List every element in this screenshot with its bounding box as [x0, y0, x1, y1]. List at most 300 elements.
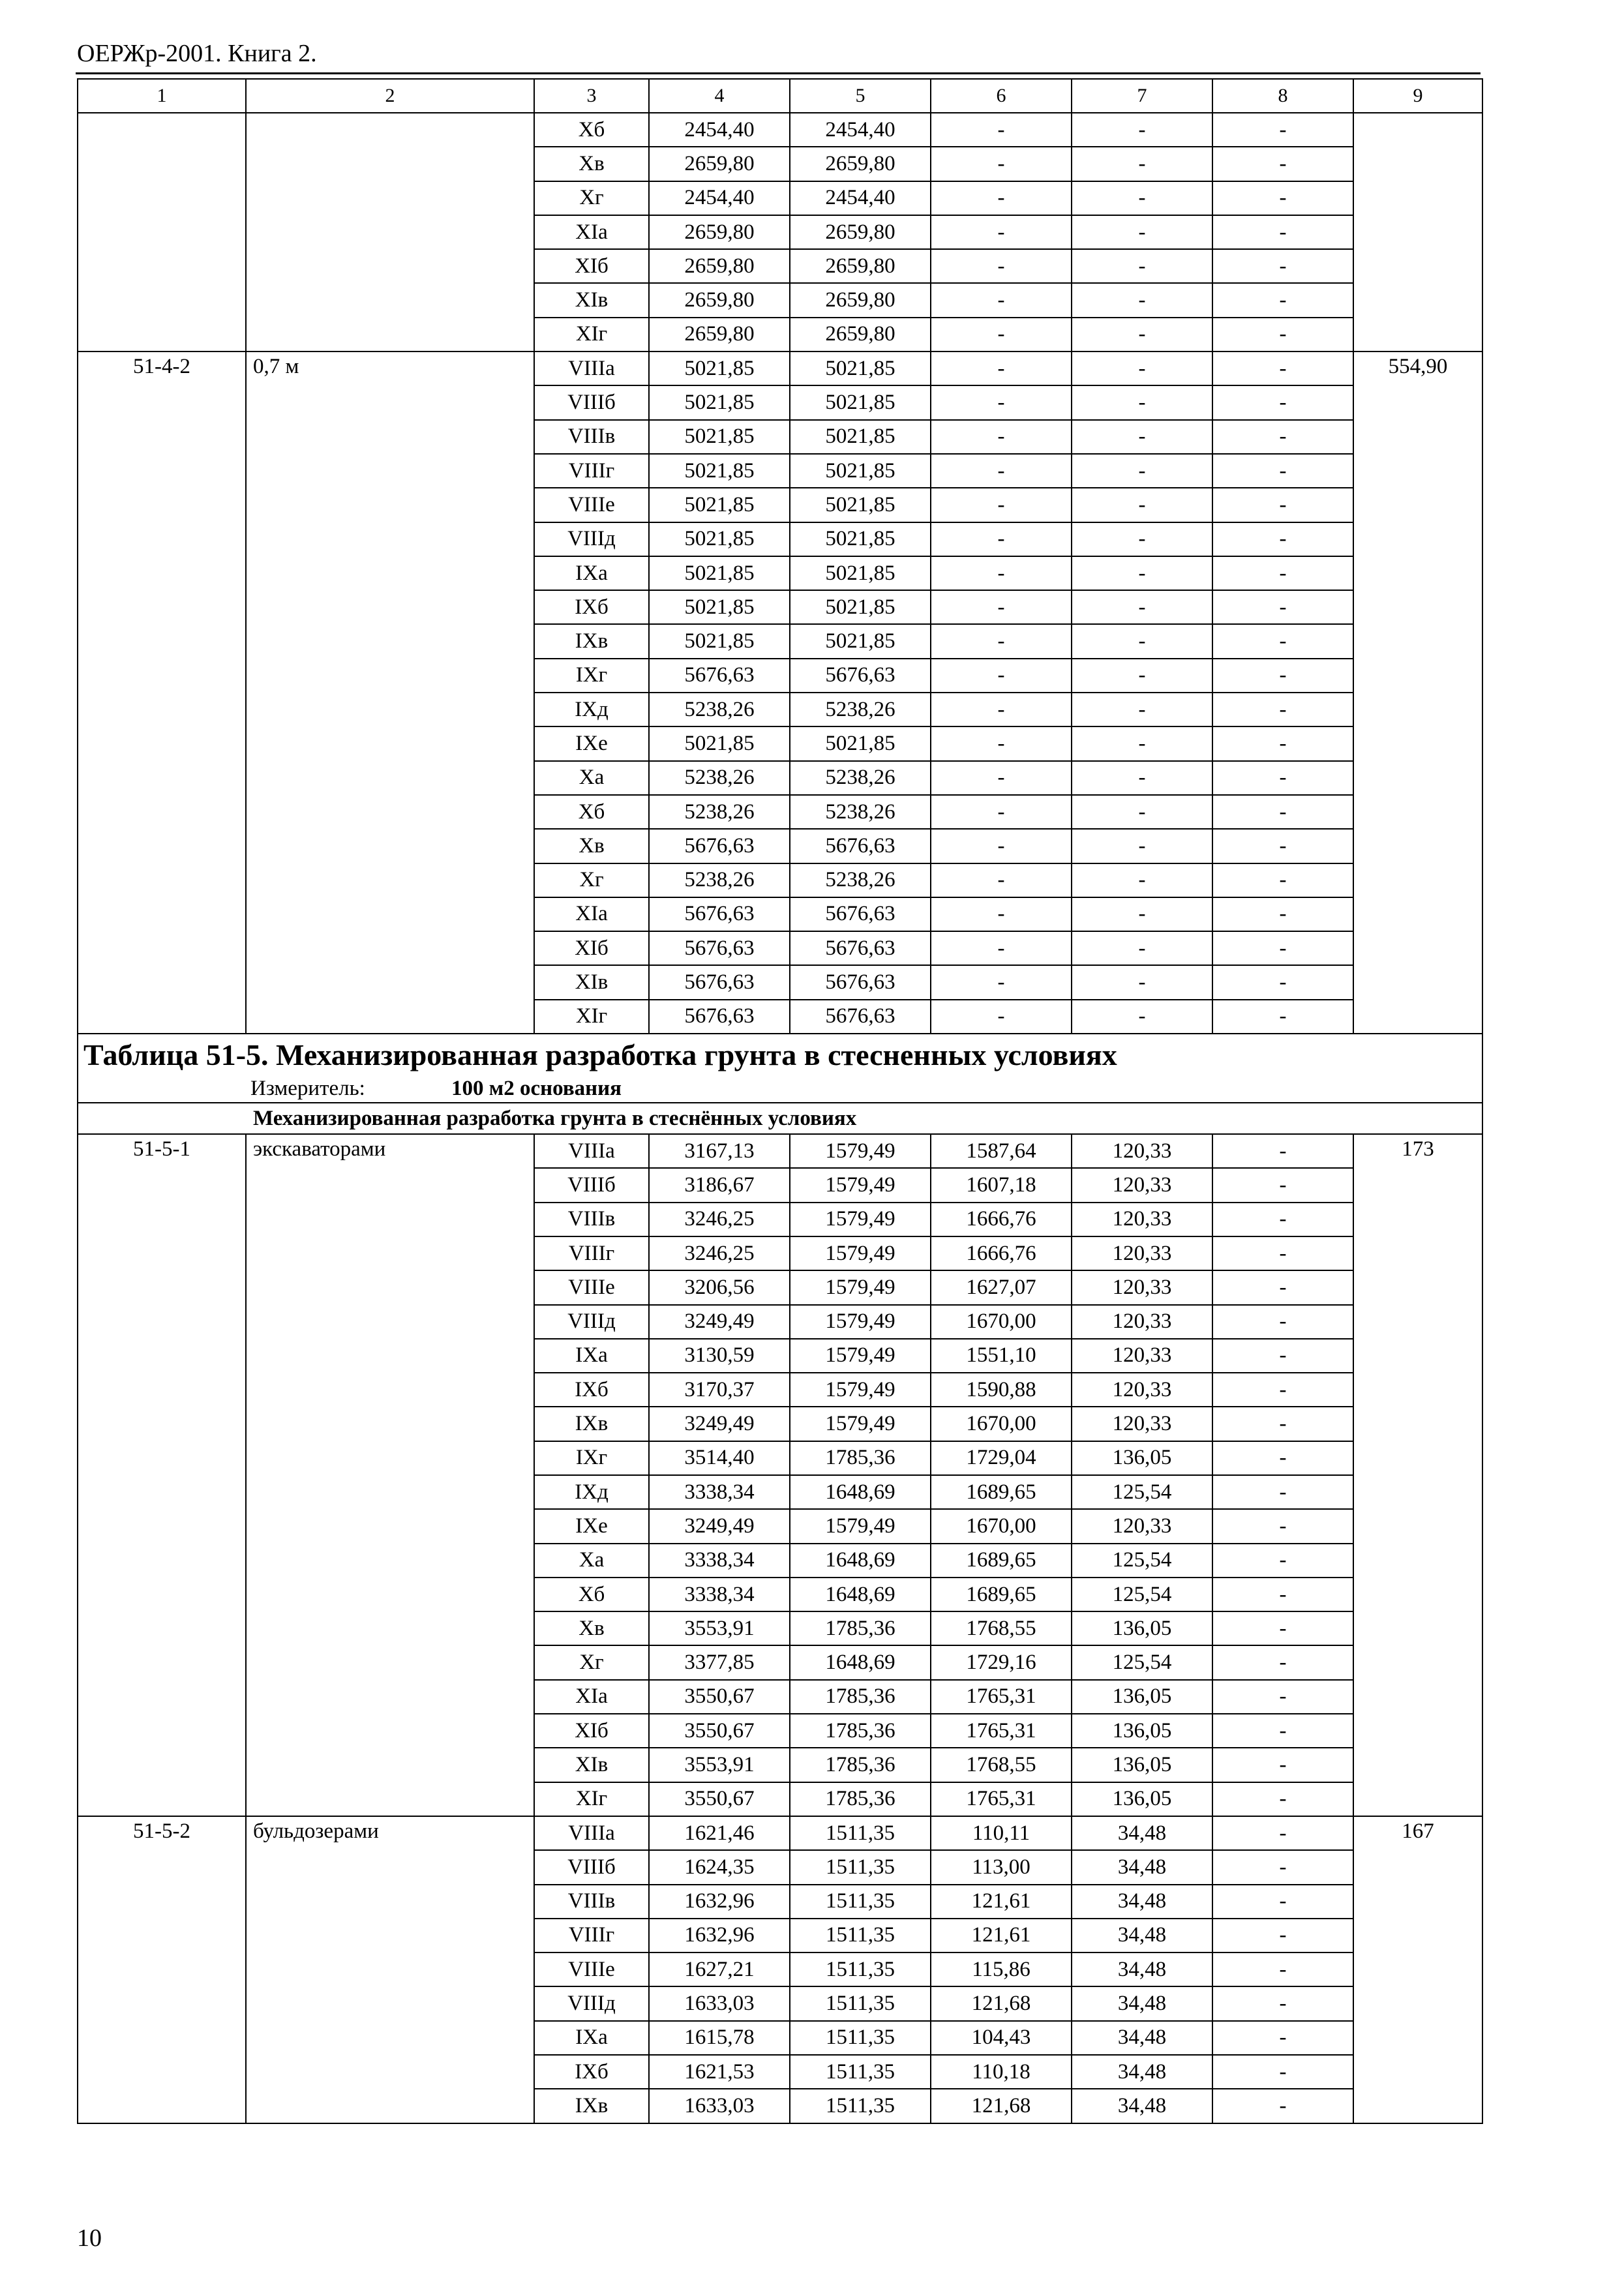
table-cell: 1579,49 — [790, 1270, 931, 1304]
table-cell: IХб — [534, 1373, 649, 1407]
table-cell: ХIа — [534, 897, 649, 931]
table-subtitle: Механизированная разработка грунта в стеснённых условиях — [78, 1103, 1482, 1134]
unit-value: 100 м2 основания — [451, 1076, 622, 1100]
table-cell: 5676,63 — [649, 965, 790, 999]
table-cell: 1621,53 — [649, 2055, 790, 2089]
table-cell: 1579,49 — [790, 1305, 931, 1339]
table-cell: - — [931, 829, 1072, 863]
table-cell: 34,48 — [1072, 1850, 1212, 1884]
table-cell: 1785,36 — [790, 1782, 931, 1816]
table-cell: - — [1212, 283, 1353, 317]
table-cell: 5676,63 — [649, 829, 790, 863]
table-cell: 34,48 — [1072, 2055, 1212, 2089]
table-cell: 1765,31 — [931, 1782, 1072, 1816]
table-cell: 120,33 — [1072, 1509, 1212, 1543]
table-cell: ХIг — [534, 1782, 649, 1816]
table-cell: - — [1072, 420, 1212, 454]
table-cell: - — [931, 385, 1072, 419]
table-cell: 1511,35 — [790, 1816, 931, 1850]
table-cell: 1511,35 — [790, 1986, 931, 2020]
table-cell: 1768,55 — [931, 1611, 1072, 1645]
page-number: 10 — [77, 2224, 102, 2252]
table-cell: - — [931, 1000, 1072, 1034]
table-cell: 1590,88 — [931, 1373, 1072, 1407]
table-cell: 5021,85 — [790, 488, 931, 522]
table-cell: 2659,80 — [649, 147, 790, 181]
table-cell: - — [1212, 1885, 1353, 1919]
table-cell: 5021,85 — [790, 352, 931, 385]
table-cell: - — [931, 965, 1072, 999]
table-cell: 1670,00 — [931, 1407, 1072, 1441]
table-cell: - — [1212, 113, 1353, 147]
table-cell: Хв — [534, 829, 649, 863]
column-number: 8 — [1212, 79, 1353, 113]
table-cell: 125,54 — [1072, 1475, 1212, 1509]
table-cell: VIIIв — [534, 420, 649, 454]
table-cell: VIIIб — [534, 385, 649, 419]
table-cell: 34,48 — [1072, 1986, 1212, 2020]
table-cell: Хг — [534, 1645, 649, 1679]
table-cell: 1765,31 — [931, 1714, 1072, 1748]
table-cell: ХIб — [534, 1714, 649, 1748]
table-cell: 2659,80 — [790, 249, 931, 283]
table-cell: - — [1072, 249, 1212, 283]
table-cell: 5021,85 — [790, 624, 931, 658]
table-cell: 5676,63 — [649, 1000, 790, 1034]
table-cell: VIIIб — [534, 1168, 649, 1202]
table-cell: - — [1212, 1919, 1353, 1952]
rates-table-body — [78, 79, 1482, 2123]
table-cell: 2454,40 — [649, 181, 790, 215]
table-cell: 1621,46 — [649, 1816, 790, 1850]
table-cell: 1579,49 — [790, 1236, 931, 1270]
table-cell: - — [1072, 965, 1212, 999]
table-cell: 120,33 — [1072, 1270, 1212, 1304]
table-cell: - — [1072, 522, 1212, 556]
table-cell: - — [931, 522, 1072, 556]
table-cell: - — [1212, 1373, 1353, 1407]
table-cell: 5021,85 — [649, 385, 790, 419]
table-cell: 1511,35 — [790, 1885, 931, 1919]
table-cell: - — [1072, 215, 1212, 249]
table-cell: 110,11 — [931, 1816, 1072, 1850]
table-cell: 1511,35 — [790, 2021, 931, 2055]
table-cell: 1579,49 — [790, 1203, 931, 1236]
table-cell: 1768,55 — [931, 1748, 1072, 1782]
table-cell: 1765,31 — [931, 1680, 1072, 1714]
table-cell: - — [931, 795, 1072, 829]
table-cell: - — [1072, 454, 1212, 488]
table-cell: 1579,49 — [790, 1509, 931, 1543]
table-cell: - — [931, 897, 1072, 931]
table-cell: 120,33 — [1072, 1407, 1212, 1441]
table-cell: 2659,80 — [649, 283, 790, 317]
table-cell: 5021,85 — [649, 624, 790, 658]
table-cell: - — [1212, 1578, 1353, 1611]
table-cell: - — [1212, 761, 1353, 795]
header-rule — [76, 72, 1481, 74]
table-cell: - — [1212, 659, 1353, 693]
table-cell: Хг — [534, 181, 649, 215]
table-cell: 5238,26 — [790, 863, 931, 897]
table-cell: - — [1212, 1305, 1353, 1339]
table-cell: - — [931, 249, 1072, 283]
table-cell: ХIа — [534, 215, 649, 249]
table-cell: - — [1072, 352, 1212, 385]
table-row — [78, 1134, 1482, 1168]
table-cell: VIIIв — [534, 1203, 649, 1236]
table-cell: 115,86 — [931, 1952, 1072, 1986]
table-cell: ХIв — [534, 965, 649, 999]
table-cell: 5238,26 — [649, 863, 790, 897]
table-cell: 1670,00 — [931, 1509, 1072, 1543]
rate-code: 51-5-1 — [78, 1134, 246, 1816]
table-cell: - — [1212, 1952, 1353, 1986]
table-cell: 5021,85 — [649, 488, 790, 522]
table-cell: 3249,49 — [649, 1305, 790, 1339]
table-cell: 2454,40 — [790, 113, 931, 147]
table-cell: VIIIг — [534, 1919, 649, 1952]
rate-total: 167 — [1353, 1816, 1482, 2123]
table-cell: - — [931, 624, 1072, 658]
table-cell: 1633,03 — [649, 1986, 790, 2020]
table-cell: - — [931, 352, 1072, 385]
table-cell: 125,54 — [1072, 1645, 1212, 1679]
table-cell: - — [1212, 2055, 1353, 2089]
table-cell: Ха — [534, 1544, 649, 1578]
column-number: 2 — [246, 79, 534, 113]
table-row — [78, 113, 1482, 147]
table-cell: 1511,35 — [790, 2055, 931, 2089]
table-cell: 5238,26 — [649, 761, 790, 795]
table-cell: 2659,80 — [790, 215, 931, 249]
table-cell: - — [1212, 522, 1353, 556]
table-cell: - — [1212, 318, 1353, 352]
table-cell: 5021,85 — [649, 352, 790, 385]
table-cell: 5676,63 — [790, 829, 931, 863]
table-cell: 1785,36 — [790, 1680, 931, 1714]
table-cell: 3206,56 — [649, 1270, 790, 1304]
table-cell: - — [931, 761, 1072, 795]
table-cell: 5021,85 — [790, 556, 931, 590]
rate-code: 51-5-2 — [78, 1816, 246, 2123]
table-cell: - — [1072, 147, 1212, 181]
table-cell: 2454,40 — [649, 113, 790, 147]
column-number: 7 — [1072, 79, 1212, 113]
table-cell: - — [1072, 488, 1212, 522]
table-cell: 5238,26 — [790, 795, 931, 829]
table-cell: 2454,40 — [790, 181, 931, 215]
table-cell: 2659,80 — [649, 215, 790, 249]
table-cell: IХд — [534, 1475, 649, 1509]
table-cell: 136,05 — [1072, 1782, 1212, 1816]
table-cell: 120,33 — [1072, 1339, 1212, 1373]
table-cell: - — [1072, 590, 1212, 624]
table-cell: - — [1212, 590, 1353, 624]
table-cell: 1511,35 — [790, 1952, 931, 1986]
column-number: 9 — [1353, 79, 1482, 113]
table-cell: - — [1212, 965, 1353, 999]
table-cell: 2659,80 — [790, 147, 931, 181]
table-cell: ХIв — [534, 1748, 649, 1782]
table-cell: - — [931, 318, 1072, 352]
table-cell: - — [1212, 488, 1353, 522]
table-cell: 1632,96 — [649, 1885, 790, 1919]
table-unit — [78, 1075, 1482, 1103]
table-cell: 120,33 — [1072, 1203, 1212, 1236]
column-number-row — [78, 79, 1482, 113]
table-cell: 3249,49 — [649, 1407, 790, 1441]
table-cell: 120,33 — [1072, 1236, 1212, 1270]
table-cell: 3550,67 — [649, 1714, 790, 1748]
table-cell: 3338,34 — [649, 1544, 790, 1578]
table-row — [78, 352, 1482, 385]
table-cell: - — [1212, 385, 1353, 419]
table-cell: 5676,63 — [790, 965, 931, 999]
table-cell: - — [1212, 1544, 1353, 1578]
table-cell: VIIIд — [534, 1986, 649, 2020]
table-cell: 34,48 — [1072, 1816, 1212, 1850]
table-cell: - — [1212, 556, 1353, 590]
column-number: 1 — [78, 79, 246, 113]
table-cell: 3550,67 — [649, 1680, 790, 1714]
table-cell: - — [1212, 1441, 1353, 1475]
table-cell: 1648,69 — [790, 1544, 931, 1578]
table-cell: - — [1212, 1986, 1353, 2020]
table-cell: IХа — [534, 1339, 649, 1373]
table-cell: 120,33 — [1072, 1134, 1212, 1168]
table-cell: 1670,00 — [931, 1305, 1072, 1339]
table-cell: VIIIа — [534, 1134, 649, 1168]
table-cell: - — [931, 113, 1072, 147]
table-cell: 34,48 — [1072, 1919, 1212, 1952]
table-cell: 1579,49 — [790, 1339, 931, 1373]
table-row — [78, 1816, 1482, 1850]
table-cell: 3249,49 — [649, 1509, 790, 1543]
table-cell: VIIIе — [534, 488, 649, 522]
table-cell: ХIб — [534, 931, 649, 965]
table-cell: 136,05 — [1072, 1714, 1212, 1748]
table-cell: 5676,63 — [649, 659, 790, 693]
table-cell: 1579,49 — [790, 1373, 931, 1407]
table-cell: - — [1212, 1850, 1353, 1884]
table-cell: - — [1212, 215, 1353, 249]
table-cell: 5676,63 — [649, 897, 790, 931]
table-cell: - — [1072, 693, 1212, 726]
table-cell: 5021,85 — [790, 522, 931, 556]
table-cell: Хб — [534, 1578, 649, 1611]
table-cell: - — [1212, 863, 1353, 897]
table-cell: 34,48 — [1072, 2021, 1212, 2055]
rate-code — [78, 113, 246, 352]
table-cell: IХе — [534, 726, 649, 760]
table-cell: 3170,37 — [649, 1373, 790, 1407]
table-cell: - — [1072, 624, 1212, 658]
table-cell: - — [1072, 761, 1212, 795]
page-header: ОЕРЖр-2001. Книга 2. — [77, 40, 317, 67]
table-cell: 1551,10 — [931, 1339, 1072, 1373]
table-title: Таблица 51-5. Механизированная разработка грунта в стесненных условиях — [78, 1034, 1482, 1075]
table-cell: 5021,85 — [649, 556, 790, 590]
table-cell: 104,43 — [931, 2021, 1072, 2055]
table-cell: 1633,03 — [649, 2089, 790, 2123]
table-cell: - — [1212, 2089, 1353, 2123]
table-cell: 5021,85 — [649, 522, 790, 556]
table-cell: - — [1212, 1407, 1353, 1441]
table-cell: 136,05 — [1072, 1748, 1212, 1782]
table-cell: Ха — [534, 761, 649, 795]
table-cell: 5238,26 — [790, 693, 931, 726]
table-cell: - — [1072, 283, 1212, 317]
table-cell: 1511,35 — [790, 1919, 931, 1952]
table-cell: - — [1212, 1611, 1353, 1645]
table-cell: Хв — [534, 147, 649, 181]
table-cell: - — [1212, 181, 1353, 215]
table-cell: 3130,59 — [649, 1339, 790, 1373]
table-cell: ХIг — [534, 318, 649, 352]
table-cell: 34,48 — [1072, 1952, 1212, 1986]
table-cell: - — [1212, 2021, 1353, 2055]
table-cell: 34,48 — [1072, 2089, 1212, 2123]
table-cell: IХв — [534, 2089, 649, 2123]
table-cell: - — [931, 454, 1072, 488]
table-cell: IХд — [534, 693, 649, 726]
table-cell: 5021,85 — [649, 420, 790, 454]
table-cell: - — [931, 590, 1072, 624]
rate-name: бульдозерами — [246, 1816, 534, 2123]
table-cell: 5021,85 — [649, 726, 790, 760]
table-cell: 1511,35 — [790, 1850, 931, 1884]
table-cell: - — [931, 215, 1072, 249]
table-cell: - — [931, 283, 1072, 317]
column-number: 4 — [649, 79, 790, 113]
table-cell: 1785,36 — [790, 1748, 931, 1782]
table-cell: - — [1212, 1714, 1353, 1748]
table-cell: 3167,13 — [649, 1134, 790, 1168]
table-cell: 1785,36 — [790, 1441, 931, 1475]
table-cell: VIIIа — [534, 352, 649, 385]
table-cell: 1624,35 — [649, 1850, 790, 1884]
table-cell: - — [1212, 249, 1353, 283]
table-cell: ХIв — [534, 283, 649, 317]
table-cell: VIIIе — [534, 1952, 649, 1986]
table-cell: 136,05 — [1072, 1441, 1212, 1475]
table-cell: VIIIа — [534, 1816, 649, 1850]
table-cell: 3553,91 — [649, 1611, 790, 1645]
table-cell: - — [1072, 897, 1212, 931]
table-cell: - — [1212, 1000, 1353, 1034]
table-cell: - — [1212, 420, 1353, 454]
table-cell: - — [1212, 693, 1353, 726]
table-cell: - — [931, 659, 1072, 693]
table-cell: IХг — [534, 1441, 649, 1475]
table-cell: 125,54 — [1072, 1544, 1212, 1578]
table-cell: - — [1212, 1645, 1353, 1679]
table-cell: - — [931, 863, 1072, 897]
table-cell: - — [1072, 829, 1212, 863]
table-cell: - — [931, 556, 1072, 590]
table-cell: 1632,96 — [649, 1919, 790, 1952]
table-cell: - — [1072, 385, 1212, 419]
table-cell: 1785,36 — [790, 1714, 931, 1748]
table-cell: VIIIе — [534, 1270, 649, 1304]
table-cell: 2659,80 — [790, 283, 931, 317]
table-cell: - — [1212, 1816, 1353, 1850]
table-cell: IХа — [534, 556, 649, 590]
table-cell: - — [1212, 454, 1353, 488]
table-cell: - — [931, 693, 1072, 726]
table-cell: 1648,69 — [790, 1475, 931, 1509]
table-subtitle-row — [78, 1103, 1482, 1134]
table-cell: VIIIг — [534, 454, 649, 488]
table-cell: 5676,63 — [790, 1000, 931, 1034]
table-cell: 5676,63 — [790, 897, 931, 931]
table-cell: 1627,21 — [649, 1952, 790, 1986]
table-cell: 1648,69 — [790, 1645, 931, 1679]
table-cell: - — [1212, 1168, 1353, 1202]
table-cell: 5021,85 — [790, 420, 931, 454]
table-cell: 1587,64 — [931, 1134, 1072, 1168]
table-cell: - — [1072, 556, 1212, 590]
table-cell: 136,05 — [1072, 1680, 1212, 1714]
table-cell: VIIIг — [534, 1236, 649, 1270]
table-cell: VIIIв — [534, 1885, 649, 1919]
table-cell: 5021,85 — [649, 590, 790, 624]
table-cell: 3186,67 — [649, 1168, 790, 1202]
table-cell: Хг — [534, 863, 649, 897]
table-cell: - — [1212, 1475, 1353, 1509]
table-cell: - — [1212, 1782, 1353, 1816]
table-cell: 113,00 — [931, 1850, 1072, 1884]
table-cell: - — [1212, 1203, 1353, 1236]
table-cell: 2659,80 — [790, 318, 931, 352]
table-cell: 5021,85 — [790, 726, 931, 760]
table-cell: - — [1072, 931, 1212, 965]
table-cell: 34,48 — [1072, 1885, 1212, 1919]
table-cell: Хб — [534, 795, 649, 829]
table-cell: - — [931, 931, 1072, 965]
table-cell: - — [1212, 897, 1353, 931]
table-cell: 121,61 — [931, 1919, 1072, 1952]
table-cell: 1666,76 — [931, 1203, 1072, 1236]
table-cell: - — [1212, 1680, 1353, 1714]
table-cell: 3514,40 — [649, 1441, 790, 1475]
table-cell: - — [931, 181, 1072, 215]
table-cell: VIIIд — [534, 522, 649, 556]
table-cell: Хв — [534, 1611, 649, 1645]
table-cell: 1607,18 — [931, 1168, 1072, 1202]
table-cell: 5021,85 — [790, 590, 931, 624]
table-cell: VIIIд — [534, 1305, 649, 1339]
table-cell: 121,68 — [931, 1986, 1072, 2020]
table-cell: 3550,67 — [649, 1782, 790, 1816]
table-cell: 1729,04 — [931, 1441, 1072, 1475]
table-cell: IХв — [534, 1407, 649, 1441]
table-cell: 121,68 — [931, 2089, 1072, 2123]
table-cell: 120,33 — [1072, 1168, 1212, 1202]
table-cell: - — [1212, 1236, 1353, 1270]
table-cell: 3246,25 — [649, 1203, 790, 1236]
table-cell: 2659,80 — [649, 249, 790, 283]
table-cell: 3553,91 — [649, 1748, 790, 1782]
table-unit-row — [78, 1075, 1482, 1103]
table-cell: - — [1212, 1748, 1353, 1782]
table-cell: - — [1072, 659, 1212, 693]
rate-name — [246, 113, 534, 352]
table-cell: Хб — [534, 113, 649, 147]
table-cell: 136,05 — [1072, 1611, 1212, 1645]
rate-code: 51-4-2 — [78, 352, 246, 1034]
